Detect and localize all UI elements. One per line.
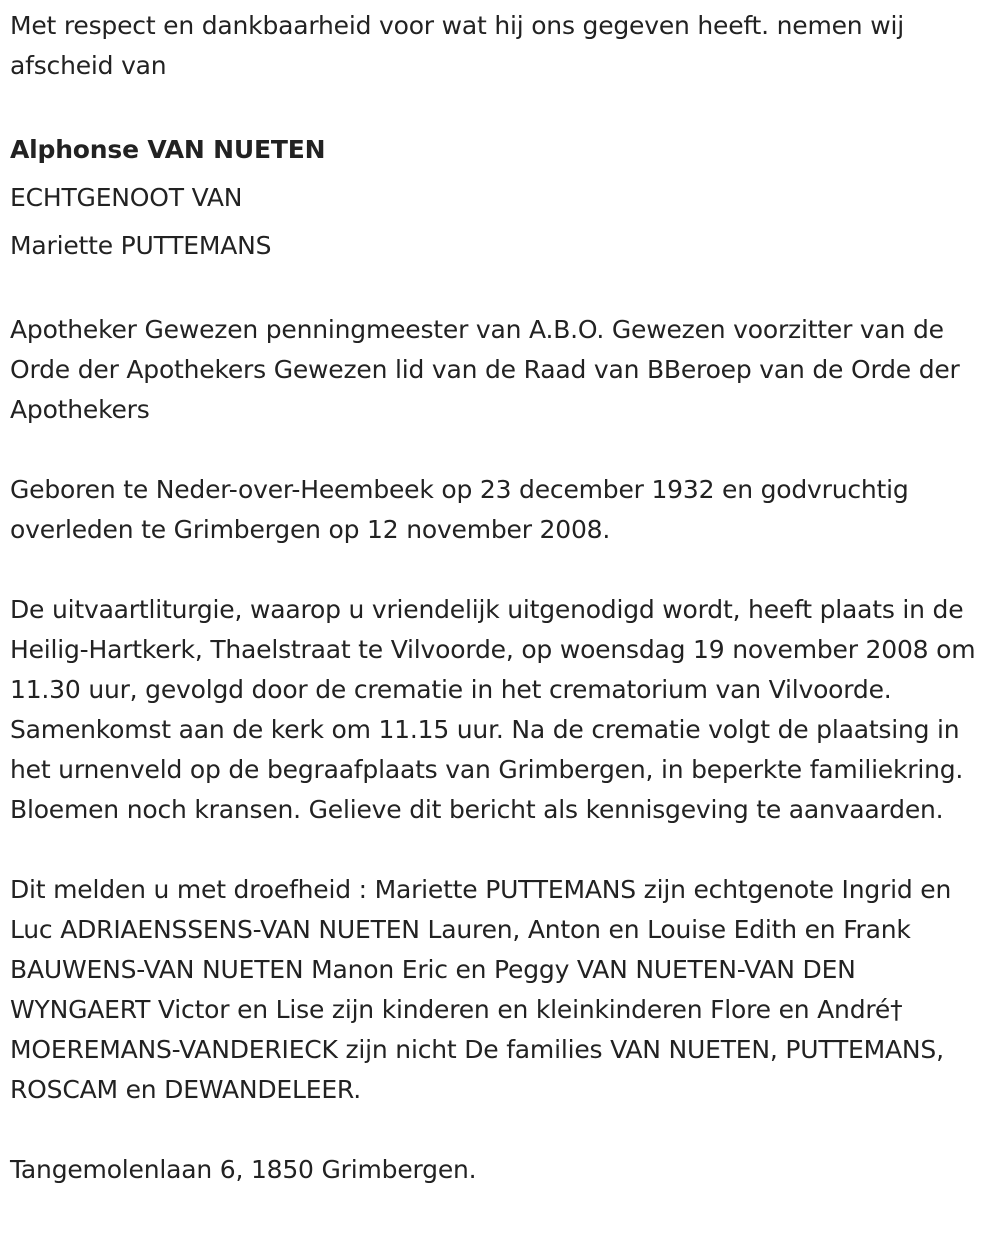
family-text: Dit melden u met droefheid : Mariette PUTTEMANS zijn echtgenote Ingrid en Luc ADRIAENSSENS-VAN NUETEN Lauren, Anton en Louise Edith en Frank BAUWENS-VAN NUETEN Manon Eric en Peggy VAN NUETEN-VAN DEN WYNGAERT Victor en Lise zijn kinderen en kleinkinderen Flore en André† MOEREMANS-VANDERIECK zijn nicht De families VAN NUETEN, PUTTEMANS, ROSCAM en DEWANDELEER.: [10, 875, 952, 1104]
titles-text: Apotheker Gewezen penningmeester van A.B.O. Gewezen voorzitter van de Orde der Apothekers Gewezen lid van de Raad van BBeroep van de Orde der Apothekers: [10, 315, 960, 424]
deceased-name: Alphonse VAN NUETEN: [10, 135, 326, 164]
spacer: [10, 1110, 995, 1150]
spouse-name: Mariette PUTTEMANS: [10, 231, 272, 260]
relation-label: ECHTGENOOT VAN: [10, 183, 243, 212]
spacer: [10, 270, 995, 310]
spacer: [10, 550, 995, 590]
spacer: [10, 430, 995, 470]
birth-death-text: Geboren te Neder-over-Heembeek op 23 december 1932 en godvruchtig overleden te Grimbergen op 12 november 2008.: [10, 475, 909, 544]
spacer: [10, 86, 995, 126]
intro-text: Met respect en dankbaarheid voor wat hij ons gegeven heeft. nemen wij afscheid van: [10, 11, 904, 80]
obituary-document: [10, 6, 995, 1190]
spacer: [10, 830, 995, 870]
ceremony-text: De uitvaartliturgie, waarop u vriendelijk uitgenodigd wordt, heeft plaats in de Heilig-Hartkerk, Thaelstraat te Vilvoorde, op woensdag 19 november 2008 om 11.30 uur, gevolgd door de crematie in het crematorium van Vilvoorde. Samenkomst aan de kerk om 11.15 uur. Na de crematie volgt de plaatsing in het urnenveld op de begraafplaats van Grimbergen, in beperkte familiekring. Bloemen noch kransen. Gelieve dit bericht als kennisgeving te aanvaarden.: [10, 595, 976, 824]
address-text: Tangemolenlaan 6, 1850 Grimbergen.: [10, 1155, 477, 1184]
